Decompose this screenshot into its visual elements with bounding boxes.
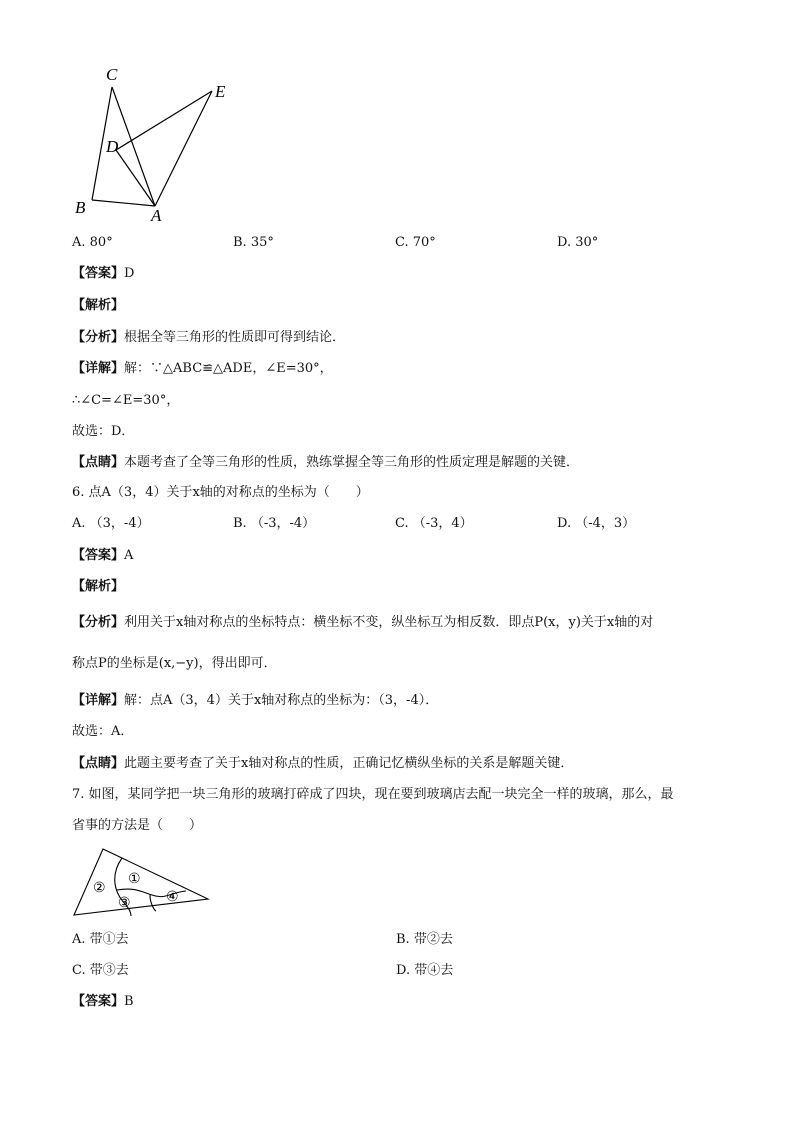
q7-option-b: B. 带②去: [396, 932, 453, 947]
q6-fenxi-line: [72, 615, 653, 631]
dianjing-tag: 【点睛】: [72, 455, 125, 470]
fenxi-text: 根据全等三角形的性质即可得到结论．: [124, 330, 346, 345]
q6-option-c: C. （-3，4）: [395, 516, 473, 531]
label-d: D: [106, 137, 119, 156]
label-e: E: [215, 82, 226, 101]
dianjing-text: 本题考查了全等三角形的性质，熟练掌握全等三角形的性质定理是解题的关键．: [124, 455, 580, 470]
answer-value: A: [124, 548, 134, 563]
q6-option-b: B. （-3，-4）: [233, 516, 316, 531]
q5-option-b: B. 35°: [233, 235, 274, 250]
q6-dianjing-line: [72, 756, 573, 772]
q5-xiangjie-line: [72, 361, 333, 377]
answer-value: B: [124, 994, 134, 1009]
label-b: B: [75, 198, 86, 217]
q7-option-a: A. 带①去: [72, 932, 129, 947]
q7-stem-line-2: 省事的方法是（ ）: [72, 818, 203, 833]
label-a: A: [151, 206, 162, 225]
segment-ca: [112, 87, 155, 206]
q7-answer-line: [72, 994, 134, 1010]
q5-guxuan: 故选：D．: [72, 424, 135, 439]
answer-tag: 【答案】: [72, 266, 125, 281]
q5-xiangjie-line-2: ∴∠C=∠E=30°，: [72, 393, 180, 408]
q6-option-a: A. （3，-4）: [72, 516, 150, 531]
piece-1-label: ①: [128, 872, 141, 887]
dianjing-text: 此题主要考查了关于x轴对称点的性质，正确记忆横纵坐标的关系是解题关键．: [124, 756, 574, 771]
answer-tag: 【答案】: [72, 994, 125, 1009]
fenxi-tag: 【分析】: [72, 615, 125, 630]
dianjing-tag: 【点睛】: [72, 756, 125, 771]
xiangjie-text: 解：∵△ABC≌△ADE，∠E=30°，: [124, 361, 333, 376]
q7-option-d: D. 带④去: [396, 963, 454, 978]
q5-option-a: A. 80°: [72, 235, 113, 250]
q5-option-c: C. 70°: [395, 235, 436, 250]
q6-xiangjie-line: [72, 693, 438, 709]
q5-dianjing-line: [72, 455, 579, 471]
fenxi-tag: 【分析】: [72, 330, 125, 345]
answer-value: D: [124, 266, 135, 281]
xiangjie-tag: 【详解】: [72, 361, 125, 376]
xiangjie-tag: 【详解】: [72, 693, 125, 708]
q6-answer-line: [72, 548, 133, 564]
label-c: C: [106, 65, 118, 84]
piece-4-label: ④: [166, 890, 179, 905]
q5-answer-line: [72, 266, 134, 282]
answer-tag: 【答案】: [72, 548, 125, 563]
q5-fenxi-line: [72, 330, 345, 346]
xiangjie-text: 解：点A（3，4）关于x轴对称点的坐标为：（3，-4）．: [124, 693, 439, 708]
q7-stem-line-1: 7. 如图，某同学把一块三角形的玻璃打碎成了四块，现在要到玻璃店去配一块完全一样的玻璃，那么，最: [72, 787, 674, 802]
fenxi-text: 利用关于x轴对称点的坐标特点：横坐标不变，纵坐标互为相反数．即点P(x，y)关于x轴的对: [124, 615, 654, 630]
q6-option-d: D. （-4，3）: [557, 516, 636, 531]
q6-guxuan: 故选：A．: [72, 724, 134, 739]
piece-2-label: ②: [93, 881, 106, 896]
q6-stem: 6. 点A（3，4）关于x轴的对称点的坐标为（ ）: [72, 485, 369, 500]
crack-bottom: [150, 895, 156, 911]
q5-analysis-tag: 【解析】: [72, 298, 125, 313]
q5-option-d: D. 30°: [557, 235, 599, 250]
segment-ba: [92, 200, 155, 206]
triangle-figure-q5: [60, 60, 250, 230]
piece-3-label: ③: [118, 896, 131, 911]
q7-option-c: C. 带③去: [72, 963, 129, 978]
q6-analysis-tag: 【解析】: [72, 579, 125, 594]
q6-fenxi-line-2: 称点P的坐标是(x,−y)，得出即可．: [72, 656, 277, 671]
segment-da: [116, 150, 155, 206]
broken-glass-figure-q7: [70, 845, 215, 920]
